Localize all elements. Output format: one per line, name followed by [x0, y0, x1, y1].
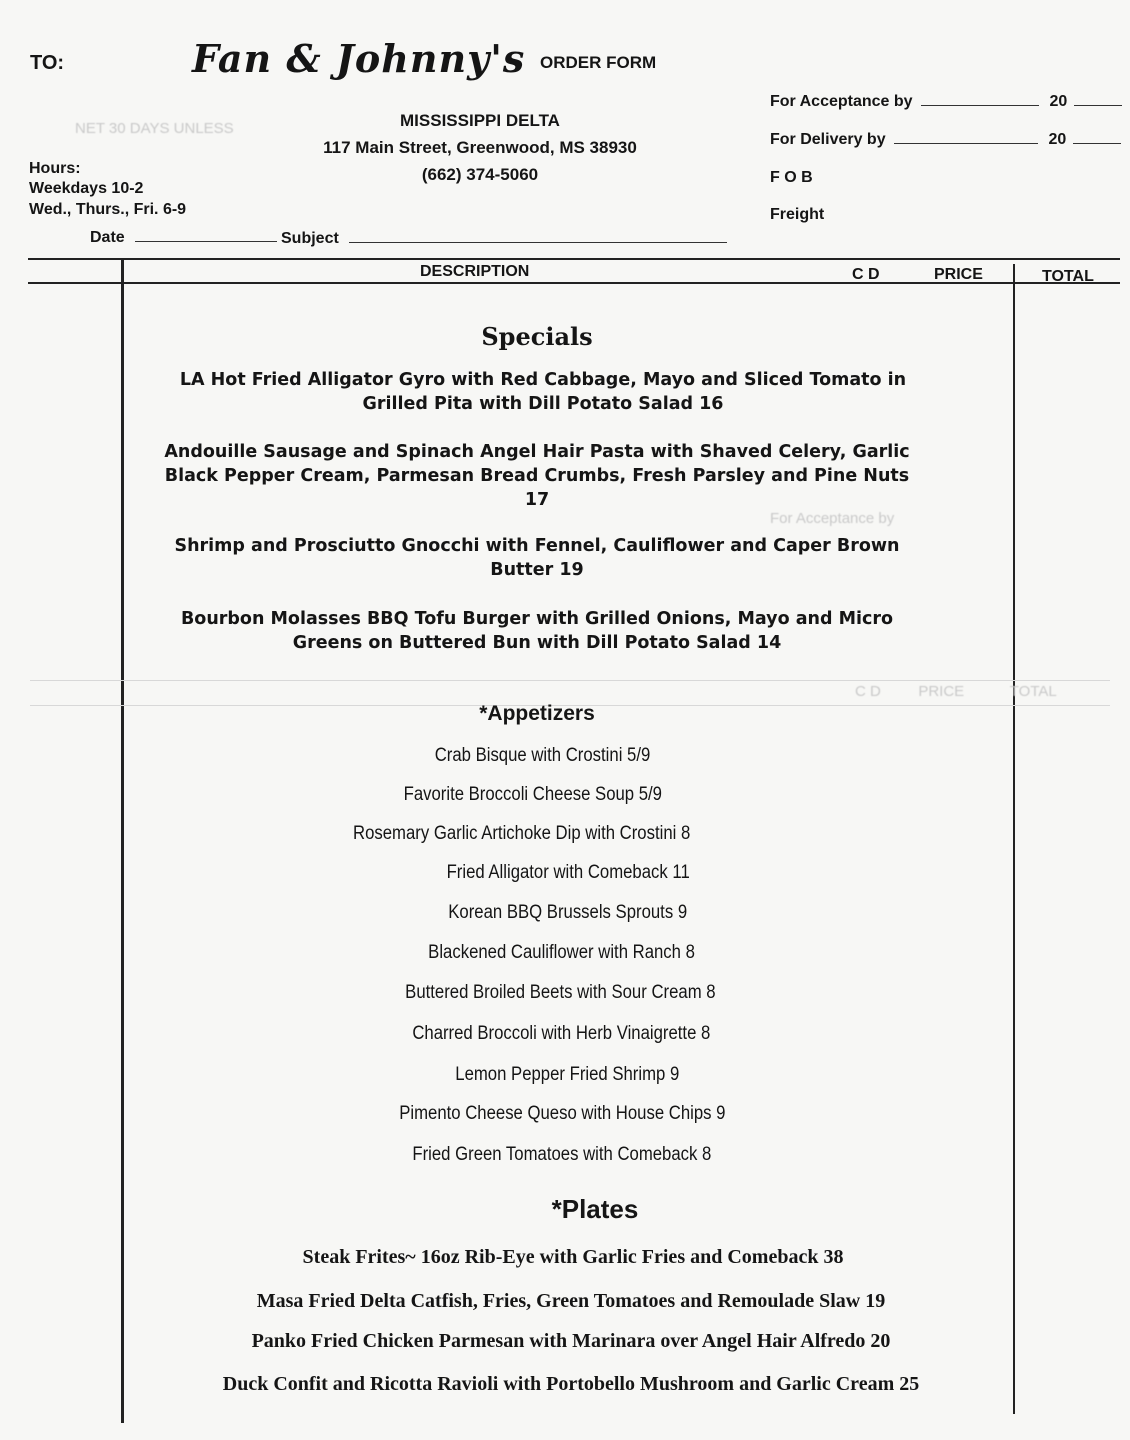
appetizer-item: Rosemary Garlic Artichoke Dip with Crostini 8 [352, 823, 691, 844]
specials-title: Specials [481, 322, 593, 351]
special-line: Andouille Sausage and Spinach Angel Hair Pasta with Shaved Celery, Garlic [164, 442, 910, 462]
special-line: Grilled Pita with Dill Potato Salad 16 [362, 394, 724, 414]
special-item [92, 440, 982, 512]
subject-line [349, 241, 727, 243]
bleed-through-rule [30, 680, 1110, 681]
delivery-label: For Delivery by [770, 131, 886, 148]
special-line: Black Pepper Cream, Parmesan Bread Crumbs, Fresh Parsley and Pine Nuts [164, 466, 910, 486]
appetizers-title: *Appetizers [479, 702, 595, 725]
bleed-through-text: For Acceptance by [770, 510, 895, 527]
plate-item: Panko Fried Chicken Parmesan with Marinara over Angel Hair Alfredo 20 [251, 1330, 891, 1352]
col-cd: C D [852, 266, 880, 283]
delivery-year: 20 [1048, 131, 1067, 148]
delivery-line [894, 142, 1038, 144]
delivery-year-line [1073, 142, 1121, 144]
col-total: TOTAL [1042, 268, 1094, 285]
to-label: TO: [30, 52, 65, 74]
hours-label: Hours: [29, 160, 81, 177]
date-label: Date [90, 229, 125, 246]
appetizer-item: Lemon Pepper Fried Shrimp 9 [455, 1064, 680, 1085]
acceptance-label: For Acceptance by [770, 93, 913, 110]
form-title: ORDER FORM [540, 53, 657, 72]
plate-item: Masa Fried Delta Catfish, Fries, Green Tomatoes and Remoulade Slaw 19 [256, 1290, 886, 1312]
acceptance-year: 20 [1049, 93, 1068, 110]
appetizer-item: Crab Bisque with Crostini 5/9 [434, 745, 651, 766]
appetizer-item: Fried Green Tomatoes with Comeback 8 [412, 1144, 712, 1165]
plate-item: Steak Frites~ 16oz Rib-Eye with Garlic Fries and Comeback 38 [302, 1246, 844, 1268]
special-item [92, 607, 982, 655]
table-top-rule [28, 258, 1120, 260]
appetizer-item: Charred Broccoli with Herb Vinaigrette 8 [412, 1023, 711, 1044]
bleed-through-text: C D PRICE TOTAL [855, 683, 1057, 700]
hours-weekdays: Weekdays 10-2 [29, 180, 144, 197]
appetizer-item: Blackened Cauliflower with Ranch 8 [428, 942, 695, 963]
right-column-rule [1013, 264, 1015, 1414]
acceptance-line [921, 104, 1039, 106]
subject-label: Subject [281, 230, 339, 247]
acceptance-year-line [1074, 104, 1122, 106]
left-column-rule [121, 258, 124, 1423]
special-item [92, 534, 982, 582]
date-line [135, 240, 277, 242]
special-line: Butter 19 [490, 560, 584, 580]
appetizer-item: Fried Alligator with Comeback 11 [446, 862, 690, 883]
special-item [98, 368, 988, 416]
col-description: DESCRIPTION [420, 263, 530, 280]
plate-item: Duck Confit and Ricotta Ravioli with Portobello Mushroom and Garlic Cream 25 [222, 1373, 920, 1395]
address: 117 Main Street, Greenwood, MS 38930 [323, 138, 637, 157]
special-line: Greens on Buttered Bun with Dill Potato Salad 14 [292, 633, 782, 653]
special-line: 17 [524, 490, 550, 510]
bleed-through-text: NET 30 DAYS UNLESS [75, 120, 234, 137]
appetizer-item: Buttered Broiled Beets with Sour Cream 8 [405, 982, 716, 1003]
special-line: LA Hot Fried Alligator Gyro with Red Cabbage, Mayo and Sliced Tomato in [179, 370, 907, 390]
appetizer-item: Favorite Broccoli Cheese Soup 5/9 [403, 784, 662, 805]
acceptance-field[interactable] [770, 93, 1122, 111]
phone: (662) 374-5060 [421, 165, 539, 184]
restaurant-logo: Fan & Johnny's [192, 36, 526, 81]
plates-title: *Plates [551, 1194, 639, 1224]
freight-label: Freight [770, 206, 825, 223]
subject-field[interactable] [281, 230, 727, 248]
delivery-field[interactable] [770, 131, 1121, 149]
col-price: PRICE [934, 266, 983, 283]
fob-label: F O B [770, 169, 813, 186]
appetizer-item: Korean BBQ Brussels Sprouts 9 [448, 902, 688, 923]
date-field[interactable] [90, 229, 277, 247]
location-name: MISSISSIPPI DELTA [400, 111, 560, 130]
hours-evenings: Wed., Thurs., Fri. 6-9 [29, 201, 187, 218]
special-line: Bourbon Molasses BBQ Tofu Burger with Grilled Onions, Mayo and Micro [180, 609, 894, 629]
appetizer-item: Pimento Cheese Queso with House Chips 9 [399, 1103, 726, 1124]
special-line: Shrimp and Prosciutto Gnocchi with Fennel, Cauliflower and Caper Brown [174, 536, 900, 556]
